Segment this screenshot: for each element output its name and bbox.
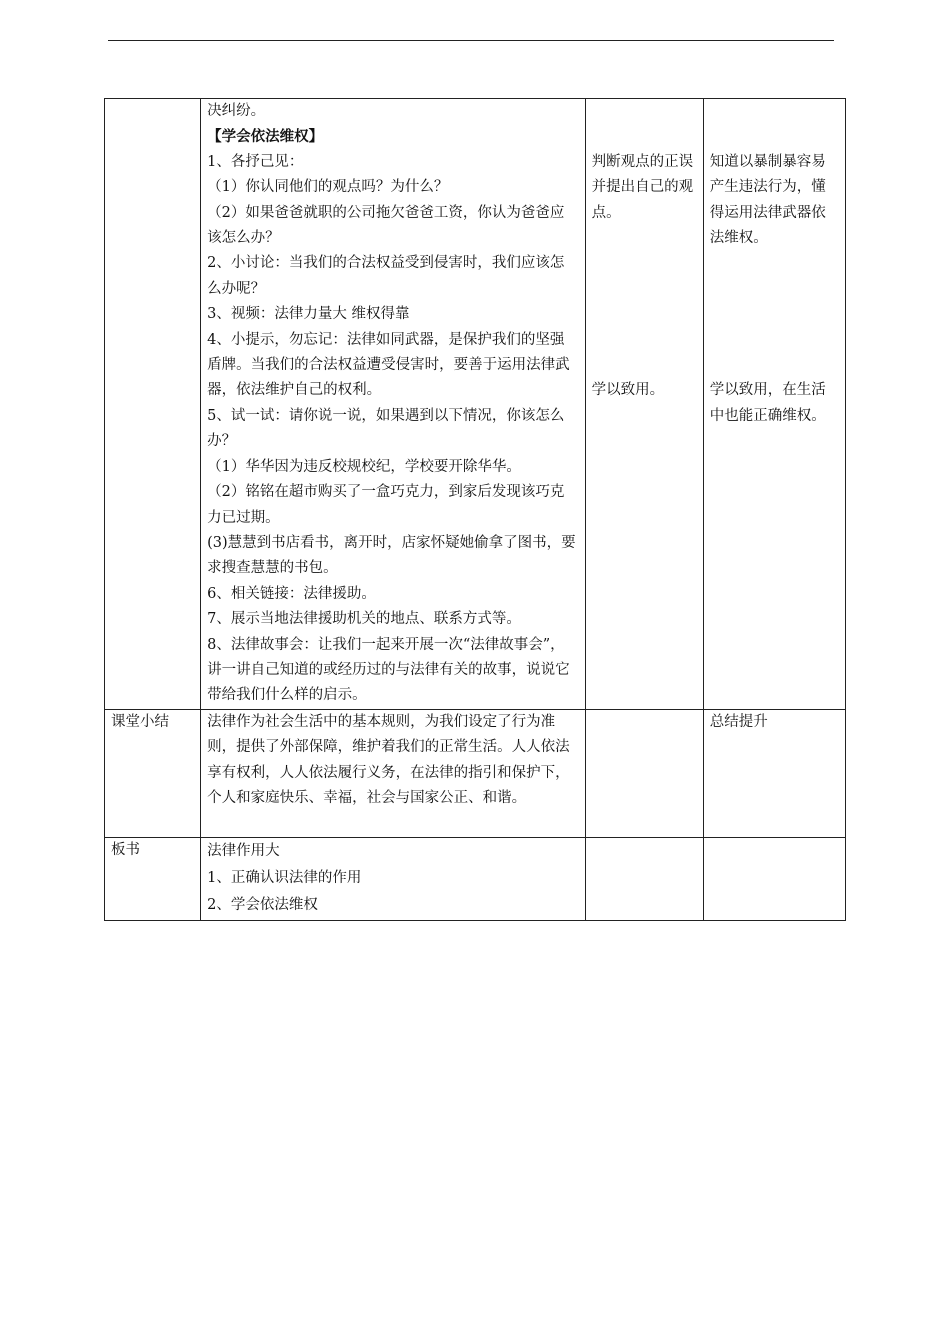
table-row-activities (105, 99, 846, 710)
design-intent-text: 学以致用，在生活中也能正确维权。 (709, 382, 826, 424)
design-intent-cell (703, 99, 845, 710)
section-heading: 【学会依法维权】 (207, 128, 324, 146)
content-line: 4、小提示，勿忘记：法律如同武器，是保护我们的坚强盾牌。当我们的合法权益遭受侵害时，要善于运用法律武器，依法维护自己的权利。 (207, 331, 570, 399)
row-label-cell: 板书 (105, 837, 201, 920)
student-activity-cell (585, 709, 703, 837)
content-line: 1、各抒己见： (207, 153, 304, 170)
content-line: 2、小讨论：当我们的合法权益受到侵害时，我们应该怎么办呢？ (207, 255, 565, 297)
design-intent-cell (703, 837, 845, 920)
content-line: （2）如果爸爸就职的公司拖欠爸爸工资，你认为爸爸应该怎么办？ (207, 204, 565, 247)
content-line: 8、法律故事会：让我们一起来开展一次“法律故事会”，讲一讲自己知道的或经历过的与法律有关的故事，说说它带给我们什么样的启示。 (207, 636, 570, 704)
student-activity-cell (585, 837, 703, 920)
row-label-cell: 课堂小结 (105, 709, 201, 837)
content-line: 5、试一试：请你说一说，如果遇到以下情况，你该怎么办？ (207, 407, 565, 450)
board-title: 法律作用大 (207, 842, 280, 859)
content-line: （2）铭铭在超市购买了一盒巧克力，到家后发现该巧克力已过期。 (207, 484, 565, 526)
content-line: （1）华华因为违反校规校纪，学校要开除华华。 (207, 458, 521, 475)
board-point: 2、学会依法维权 (207, 896, 318, 913)
content-line: 3、视频：法律力量大 维权得靠 (207, 306, 410, 323)
row-label-cell (105, 99, 201, 710)
header-rule (108, 40, 834, 41)
board-content-cell (201, 837, 586, 920)
content-line: （1）你认同他们的观点吗？为什么？ (207, 179, 449, 196)
table-row-summary (105, 709, 846, 837)
table-row-board (105, 837, 846, 920)
activity-content-cell (201, 99, 586, 710)
student-activity-text: 判断观点的正误并提出自己的观点。 (591, 153, 694, 221)
board-point: 1、正确认识法律的作用 (207, 869, 362, 886)
student-activity-text: 学以致用。 (591, 382, 665, 399)
summary-content-cell: 法律作为社会生活中的基本规则，为我们设定了行为准则，提供了外部保障，维护着我们的正常生活。人人依法享有权利，人人依法履行义务，在法律的指引和保护下，个人和家庭快乐、幸福，社会与国家公正、和谐。 (201, 709, 586, 837)
content-line: (3)慧慧到书店看书，离开时，店家怀疑她偷拿了图书，要求搜查慧慧的书包。 (207, 534, 576, 577)
lesson-plan-table (104, 98, 846, 921)
content-line: 7、展示当地法律援助机关的地点、联系方式等。 (207, 611, 521, 628)
content-line: 决纠纷。 (207, 103, 266, 119)
content-line: 6、相关链接：法律援助。 (207, 585, 376, 602)
design-intent-text: 知道以暴制暴容易产生违法行为，懂得运用法律武器依法维权。 (709, 153, 826, 247)
design-intent-cell: 总结提升 (703, 709, 845, 837)
student-activity-cell (585, 99, 703, 710)
